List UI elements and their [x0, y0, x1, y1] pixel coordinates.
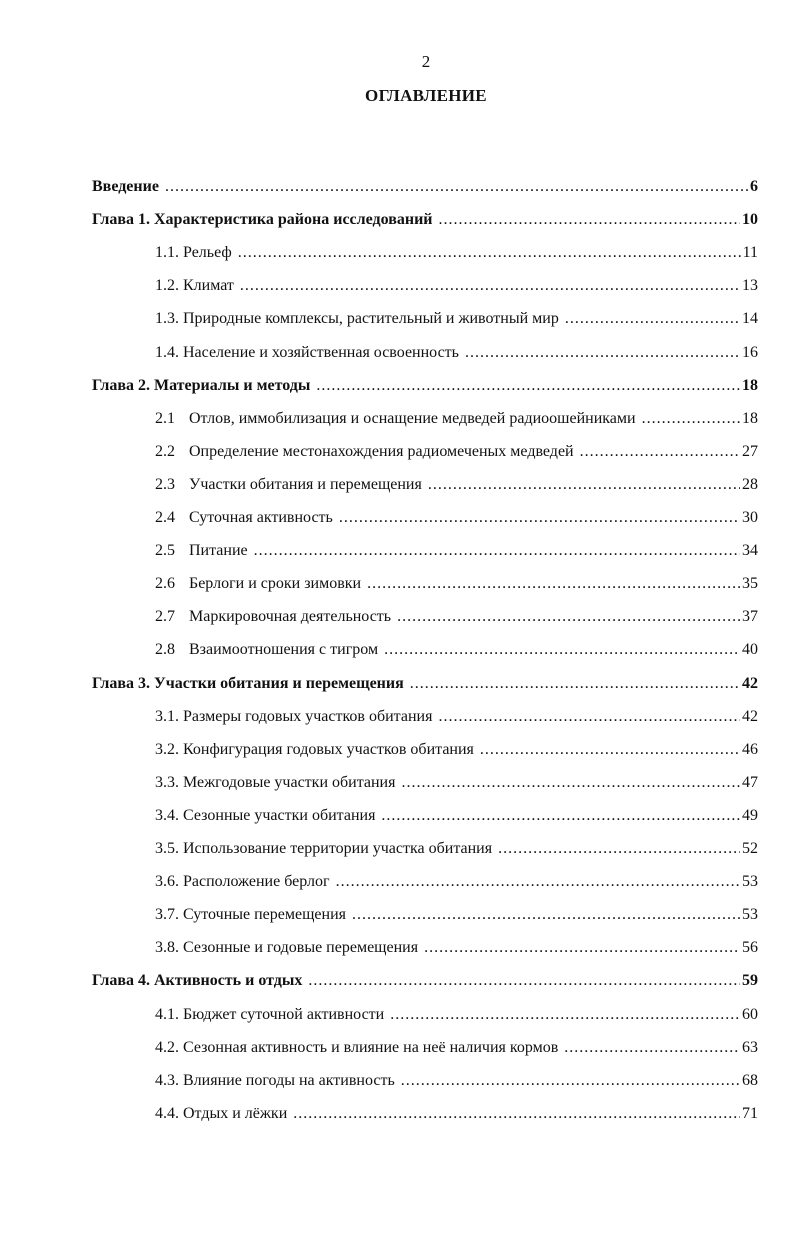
toc-entry-label: 4.1. Бюджет суточной активности — [155, 1005, 385, 1023]
toc-page-number: 37 — [742, 608, 758, 626]
toc-entry-label: Глава 2. Материалы и методы — [92, 376, 311, 394]
toc-dot-leader — [424, 939, 740, 957]
toc-page-number: 10 — [742, 211, 758, 229]
toc-section-row — [155, 244, 758, 268]
toc-entry-number: 2.8 — [155, 641, 175, 659]
toc-entry-label: 3.3. Межгодовые участки обитания — [155, 773, 396, 791]
toc-dot-leader — [367, 575, 740, 593]
toc-page-number: 52 — [742, 840, 758, 857]
toc-chapter-row — [92, 211, 758, 235]
toc-dot-leader — [254, 542, 740, 560]
toc-entry-number: 2.5 — [155, 542, 175, 560]
toc-dot-leader — [165, 178, 748, 196]
toc-dot-leader — [293, 1105, 740, 1123]
toc-page-number: 68 — [742, 1071, 758, 1089]
toc-section-row — [155, 476, 758, 500]
toc-dot-leader — [336, 873, 740, 891]
toc-section-row — [155, 939, 758, 963]
toc-page-number: 28 — [742, 475, 758, 493]
toc-page-number: 34 — [742, 542, 758, 560]
toc-dot-leader — [401, 774, 740, 792]
toc-dot-leader — [438, 708, 740, 726]
toc-page-number: 49 — [742, 806, 758, 824]
toc-section-row — [155, 708, 758, 732]
toc-entry-number: 2.7 — [155, 608, 175, 626]
toc-section-row — [155, 608, 758, 632]
toc-section-row — [155, 277, 758, 301]
toc-entry-label: 3.6. Расположение берлог — [155, 873, 330, 891]
toc-page-number: 53 — [742, 906, 758, 924]
toc-page-number: 46 — [742, 740, 758, 758]
toc-entry-label: 4.4. Отдых и лёжки — [155, 1104, 288, 1122]
toc-section-row — [155, 1105, 758, 1129]
toc-dot-leader — [480, 741, 740, 759]
toc-chapter-row — [92, 377, 758, 401]
toc-page-number: 18 — [742, 376, 758, 394]
toc-entry-label: 3.1. Размеры годовых участков обитания — [155, 707, 433, 725]
toc-section-row — [155, 906, 758, 930]
toc-entry-label: 4.2. Сезонная активность и влияние на неё наличия кормов — [155, 1038, 559, 1056]
toc-dot-leader — [381, 807, 740, 825]
page-number: 2 — [421, 52, 431, 71]
toc-dot-leader — [410, 675, 740, 693]
toc-dot-leader — [498, 840, 740, 858]
toc-page-number: 14 — [742, 310, 758, 328]
toc-dot-leader — [564, 1039, 740, 1057]
toc-page-number: 47 — [742, 773, 758, 791]
toc-section-row — [155, 310, 758, 334]
toc-entry-label: Отлов, иммобилизация и оснащение медведей радиоошейниками — [189, 409, 636, 427]
toc-dot-leader — [465, 344, 740, 362]
toc-page-number: 27 — [742, 442, 758, 460]
page-title: ОГЛАВЛЕНИЕ — [365, 86, 487, 105]
toc-dot-leader — [401, 1072, 740, 1090]
toc-dot-leader — [439, 211, 740, 229]
toc-page-number: 59 — [742, 972, 758, 990]
toc-section-row — [155, 575, 758, 599]
toc-dot-leader — [565, 310, 740, 328]
toc-page-number: 6 — [750, 178, 758, 195]
toc-page-number: 13 — [742, 277, 758, 295]
toc-chapter-row — [92, 178, 758, 202]
toc-page-number: 63 — [742, 1038, 758, 1056]
toc-section-row — [155, 1072, 758, 1096]
toc-entry-number: 2.4 — [155, 509, 175, 526]
toc-page-number: 18 — [742, 409, 758, 427]
toc-section-row — [155, 542, 758, 566]
toc-entry-label: 3.2. Конфигурация годовых участков обитания — [155, 740, 474, 758]
toc-entry-label: Маркировочная деятельность — [189, 608, 392, 626]
toc-entry-label: Глава 1. Характеристика района исследований — [92, 211, 433, 229]
toc-section-row — [155, 873, 758, 897]
toc-section-row — [155, 641, 758, 665]
toc-section-row — [155, 840, 758, 864]
toc-dot-leader — [428, 476, 740, 494]
toc-dot-leader — [642, 410, 740, 428]
toc-dot-leader — [316, 377, 740, 395]
toc-entry-label: 1.3. Природные комплексы, растительный и животный мир — [155, 310, 559, 328]
toc-entry-label: Определение местонахождения радиомеченых медведей — [189, 442, 574, 460]
toc-section-row — [155, 1006, 758, 1030]
toc-entry-label: Питание — [189, 542, 248, 560]
toc-page-number: 30 — [742, 509, 758, 526]
toc-entry-number: 2.2 — [155, 442, 175, 460]
toc-page-number: 56 — [742, 939, 758, 957]
toc-entry-label: 4.3. Влияние погоды на активность — [155, 1071, 395, 1089]
toc-page-number: 42 — [742, 707, 758, 725]
toc-page-number: 35 — [742, 575, 758, 593]
toc-page-number: 42 — [742, 674, 758, 692]
toc-section-row — [155, 443, 758, 467]
toc-dot-leader — [238, 244, 741, 262]
toc-entry-label: Взаимоотношения с тигром — [189, 641, 379, 659]
toc-section-row — [155, 774, 758, 798]
toc-entry-number: 2.6 — [155, 575, 175, 593]
toc-entry-label: 3.7. Суточные перемещения — [155, 906, 346, 924]
toc-entry-label: 3.8. Сезонные и годовые перемещения — [155, 939, 419, 957]
toc-chapter-row — [92, 972, 758, 996]
toc-entry-label: Глава 3. Участки обитания и перемещения — [92, 674, 404, 692]
toc-entry-label: Берлоги и сроки зимовки — [189, 575, 362, 593]
toc-dot-leader — [390, 1006, 740, 1024]
toc-dot-leader — [397, 608, 740, 626]
toc-dot-leader — [240, 277, 740, 295]
toc-dot-leader — [339, 509, 740, 527]
toc-entry-label: 1.1. Рельеф — [155, 244, 232, 262]
toc-section-row — [155, 807, 758, 831]
toc-entry-label: 1.2. Климат — [155, 277, 234, 295]
toc-entry-label: 3.5. Использование территории участка обитания — [155, 840, 493, 857]
toc-entry-label: 1.4. Население и хозяйственная освоенность — [155, 343, 459, 361]
toc-section-row — [155, 344, 758, 368]
toc-section-row — [155, 410, 758, 434]
toc-page-number: 40 — [742, 641, 758, 659]
toc-section-row — [155, 1039, 758, 1063]
toc-entry-label: 3.4. Сезонные участки обитания — [155, 806, 376, 824]
toc-section-row — [155, 741, 758, 765]
toc-section-row — [155, 509, 758, 533]
toc-page-number: 11 — [742, 244, 758, 262]
toc-entry-label: Суточная активность — [189, 509, 333, 526]
toc-dot-leader — [308, 972, 740, 990]
toc-dot-leader — [352, 906, 740, 924]
toc-page-number: 60 — [742, 1005, 758, 1023]
toc-chapter-row — [92, 675, 758, 699]
toc-entry-number: 2.1 — [155, 409, 175, 427]
toc-entry-label: Участки обитания и перемещения — [189, 475, 422, 493]
toc-entry-number: 2.3 — [155, 475, 175, 493]
toc-dot-leader — [580, 443, 740, 461]
toc-entry-label: Глава 4. Активность и отдых — [92, 972, 303, 990]
toc-page-number: 53 — [742, 873, 758, 891]
toc-dot-leader — [384, 641, 740, 659]
toc-page-number: 16 — [742, 343, 758, 361]
toc-page-number: 71 — [742, 1104, 758, 1122]
toc-entry-label: Введение — [92, 178, 159, 195]
